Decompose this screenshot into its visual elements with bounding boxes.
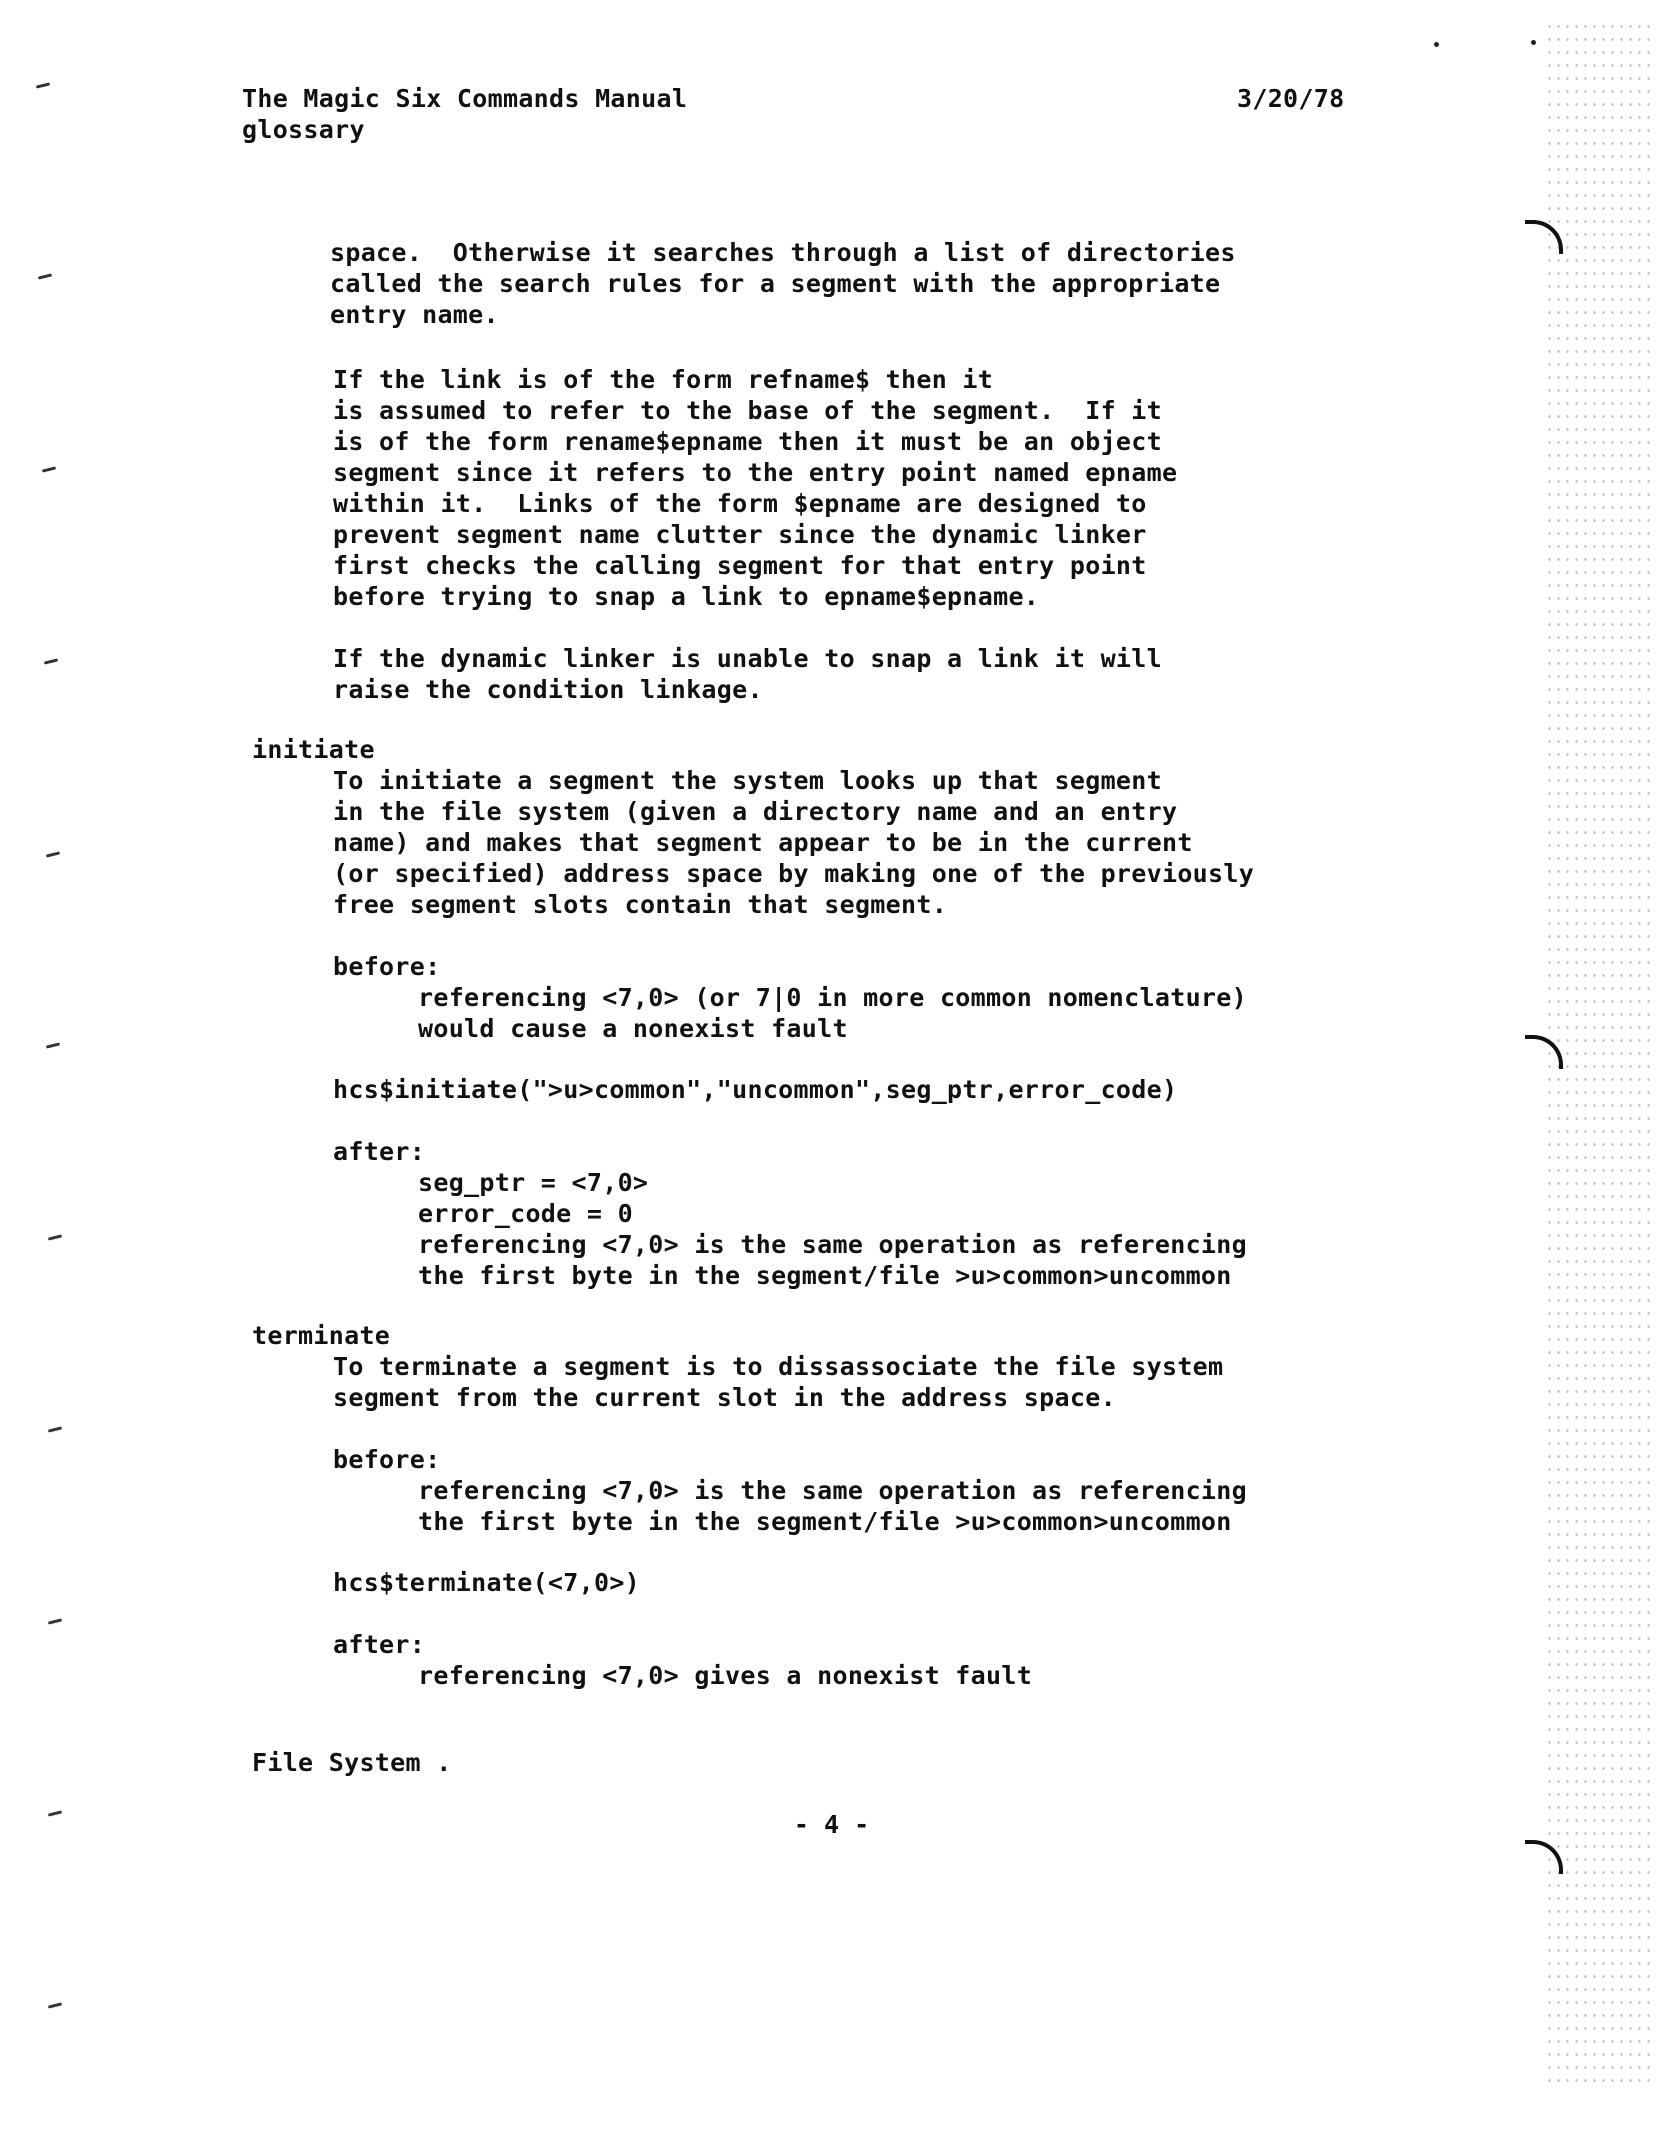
definition-line: in the file system (given a directory name and an entry [333,797,1178,826]
before-label: before: [333,952,441,981]
after-label: after: [333,1137,426,1166]
definition-line: free segment slots contain that segment. [333,890,948,919]
example-line: referencing <7,0> gives a nonexist fault [418,1661,1033,1690]
definition-line: To initiate a segment the system looks up that segment [333,766,1162,795]
header-section: glossary [242,115,365,144]
paragraph-line: entry name. [330,300,499,329]
paragraph-line: segment since it refers to the entry point named epname [333,458,1178,487]
example-line: the first byte in the segment/file >u>common>uncommon [418,1261,1232,1290]
paragraph-line: If the link is of the form refname$ then it [333,365,994,394]
paragraph-line: first checks the calling segment for that entry point [333,551,1147,580]
definition-line: (or specified) address space by making one of the previously [333,859,1255,888]
paragraph-line: prevent segment name clutter since the dynamic linker [333,520,1147,549]
glossary-term-initiate: initiate [252,735,375,764]
margin-mark [38,273,52,279]
example-line: would cause a nonexist fault [418,1014,848,1043]
paragraph-line: within it. Links of the form $epname are designed to [333,489,1147,518]
margin-mark [46,851,60,857]
margin-mark [48,1234,62,1240]
margin-mark [42,466,56,472]
margin-mark [44,658,58,664]
example-line: error_code = 0 [418,1199,633,1228]
margin-mark [48,1618,62,1624]
margin-mark [48,1426,62,1432]
paragraph-line: before trying to snap a link to epname$epname. [333,582,1040,611]
header-date: 3/20/78 [1237,84,1345,113]
margin-mark [36,82,50,88]
call-example: hcs$initiate(">u>common","uncommon",seg_ptr,error_code) [333,1075,1178,1104]
margin-mark [48,2002,62,2008]
margin-mark [46,1042,60,1048]
paragraph-line: If the dynamic linker is unable to snap a link it will [333,644,1162,673]
definition-line: name) and makes that segment appear to be in the current [333,828,1193,857]
paragraph-line: called the search rules for a segment with the appropriate [330,269,1221,298]
paragraph-line: is assumed to refer to the base of the segment. If it [333,396,1162,425]
definition-line: To terminate a segment is to dissassociate the file system [333,1352,1224,1381]
example-line: referencing <7,0> (or 7|0 in more common nomenclature) [418,983,1247,1012]
before-label: before: [333,1445,441,1474]
section-heading: File System . [252,1748,452,1777]
speck [1531,40,1536,45]
header-title: The Magic Six Commands Manual [242,84,688,113]
speck [1434,42,1439,47]
paragraph-line: space. Otherwise it searches through a list of directories [330,238,1236,267]
example-line: the first byte in the segment/file >u>common>uncommon [418,1507,1232,1536]
after-label: after: [333,1630,426,1659]
definition-line: segment from the current slot in the address space. [333,1383,1116,1412]
example-line: referencing <7,0> is the same operation as referencing [418,1476,1247,1505]
call-example: hcs$terminate(<7,0>) [333,1568,641,1597]
example-line: referencing <7,0> is the same operation as referencing [418,1230,1247,1259]
paragraph-line: is of the form rename$epname then it must be an object [333,427,1162,456]
paragraph-line: raise the condition linkage. [333,675,763,704]
glossary-term-terminate: terminate [252,1321,391,1350]
page-number: - 4 - [793,1810,870,1839]
example-line: seg_ptr = <7,0> [418,1168,649,1197]
